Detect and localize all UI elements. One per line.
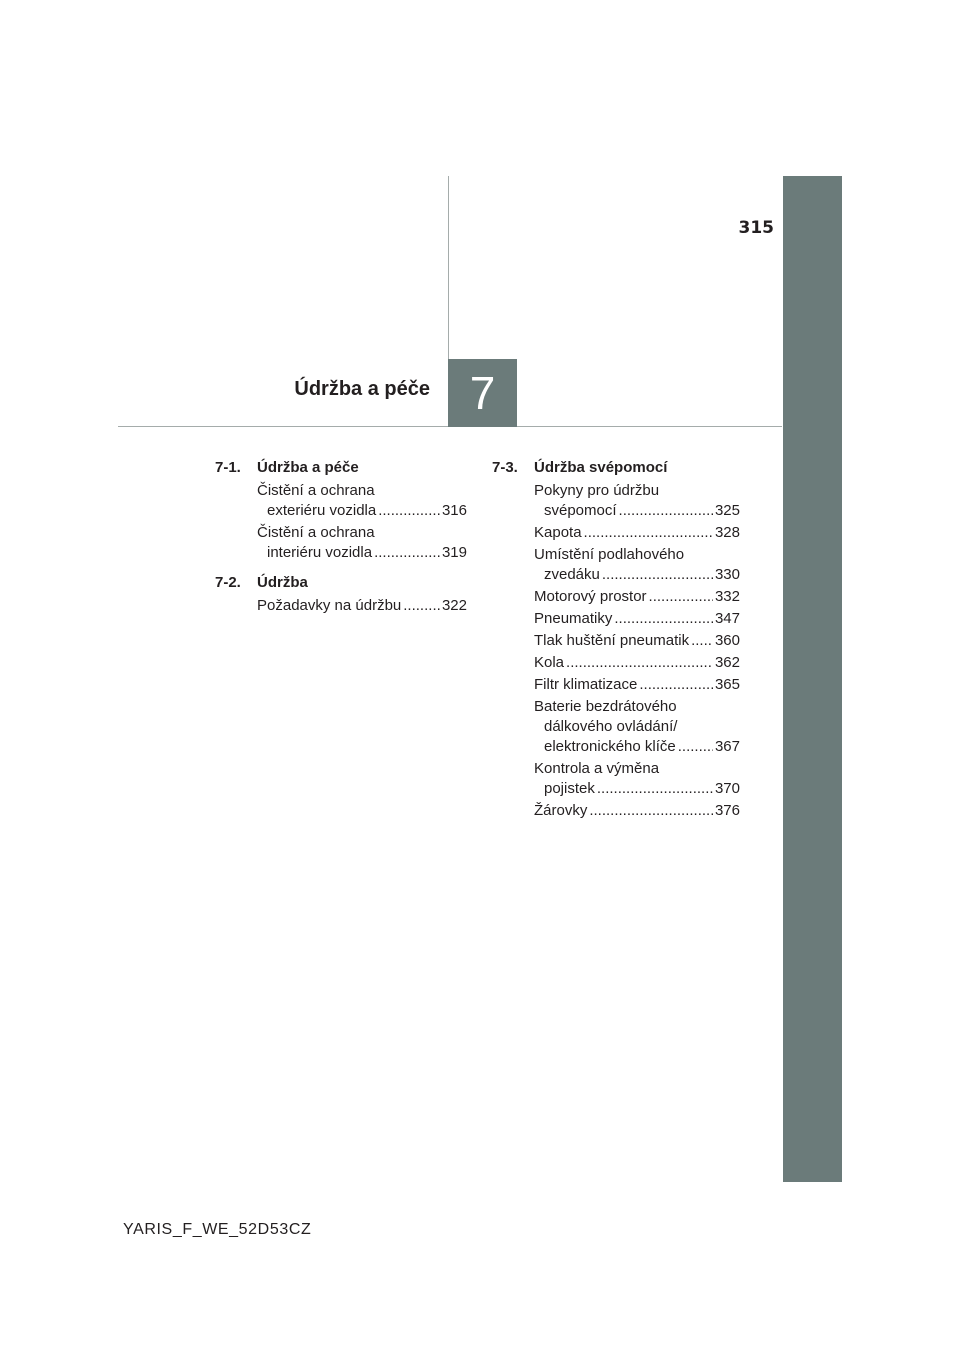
toc-entry[interactable]	[215, 481, 467, 521]
page-number: 315	[738, 218, 774, 238]
chapter-number-box: 7	[448, 359, 517, 427]
entry-label: Kola	[534, 654, 565, 671]
entry-page: 376	[714, 802, 740, 819]
entry-page: 332	[714, 588, 740, 605]
entry-label-line1: Umístění podlahového	[534, 546, 685, 563]
dot-leader	[403, 596, 440, 616]
toc-right-column	[492, 458, 740, 823]
dot-leader	[597, 779, 713, 799]
section-number: 7-2.	[215, 574, 241, 591]
entry-label-line1: Baterie bezdrátového	[534, 698, 677, 715]
entry-label-line1: Kontrola a výměna	[534, 760, 660, 777]
entry-page: 319	[441, 544, 467, 561]
dot-leader	[602, 565, 713, 585]
dot-leader	[678, 737, 713, 757]
toc-entry[interactable]	[492, 697, 740, 757]
dot-leader	[584, 523, 713, 543]
chapter-title: Údržba a péče	[294, 378, 430, 400]
toc-section-heading[interactable]	[215, 573, 467, 593]
entry-page: 370	[714, 780, 740, 797]
entry-label-line1: Čistění a ochrana	[257, 524, 375, 541]
toc-left-column	[215, 458, 467, 618]
toc-entry[interactable]	[492, 587, 740, 607]
entry-page: 316	[441, 502, 467, 519]
toc-entry[interactable]	[492, 759, 740, 799]
vertical-divider	[448, 176, 449, 360]
toc-entry[interactable]	[492, 675, 740, 695]
toc-entry[interactable]	[492, 631, 740, 651]
dot-leader	[649, 587, 713, 607]
toc-entry[interactable]	[215, 523, 467, 563]
entry-label-line2: dálkového ovládání/	[544, 718, 678, 735]
entry-label: Motorový prostor	[534, 588, 647, 605]
toc-entry[interactable]	[215, 596, 467, 616]
entry-label: pojistek	[544, 780, 595, 797]
entry-page: 360	[714, 632, 740, 649]
entry-page: 330	[714, 566, 740, 583]
dot-leader	[639, 675, 713, 695]
entry-label: Tlak huštění pneumatik	[534, 632, 690, 649]
entry-label: zvedáku	[544, 566, 600, 583]
section-title: Údržba a péče	[257, 459, 359, 476]
entry-page: 328	[714, 524, 740, 541]
entry-label: Žárovky	[534, 802, 588, 819]
section-title: Údržba	[257, 574, 308, 591]
section-title: Údržba svépomocí	[534, 459, 668, 476]
toc-entry[interactable]	[492, 523, 740, 543]
toc-entry[interactable]	[492, 801, 740, 821]
entry-label: Pneumatiky	[534, 610, 613, 627]
dot-leader	[619, 501, 713, 521]
entry-label: interiéru vozidla	[267, 544, 373, 561]
chapter-side-tab	[783, 176, 842, 1182]
toc-entry[interactable]	[492, 609, 740, 629]
entry-label-line1: Čistění a ochrana	[257, 482, 375, 499]
entry-label: elektronického klíče	[544, 738, 676, 755]
entry-page: 322	[441, 597, 467, 614]
toc-entry[interactable]	[492, 481, 740, 521]
toc-section-heading[interactable]	[492, 458, 740, 478]
entry-page: 325	[714, 502, 740, 519]
toc-section-heading[interactable]	[215, 458, 467, 478]
dot-leader	[589, 801, 713, 821]
dot-leader	[566, 653, 713, 673]
entry-page: 347	[714, 610, 740, 627]
toc-entry[interactable]	[492, 653, 740, 673]
entry-label: Kapota	[534, 524, 582, 541]
dot-leader	[614, 609, 713, 629]
entry-page: 367	[714, 738, 740, 755]
document-code: YARIS_F_WE_52D53CZ	[123, 1221, 312, 1238]
dot-leader	[374, 543, 440, 563]
toc-entry[interactable]	[492, 545, 740, 585]
entry-label: Filtr klimatizace	[534, 676, 638, 693]
dot-leader	[378, 501, 440, 521]
entry-label-line1: Pokyny pro údržbu	[534, 482, 660, 499]
entry-page: 362	[714, 654, 740, 671]
section-number: 7-3.	[492, 459, 518, 476]
entry-label: exteriéru vozidla	[267, 502, 377, 519]
entry-label: svépomocí	[544, 502, 617, 519]
dot-leader	[691, 631, 713, 651]
section-number: 7-1.	[215, 459, 241, 476]
entry-page: 365	[714, 676, 740, 693]
entry-label: Požadavky na údržbu	[257, 597, 402, 614]
